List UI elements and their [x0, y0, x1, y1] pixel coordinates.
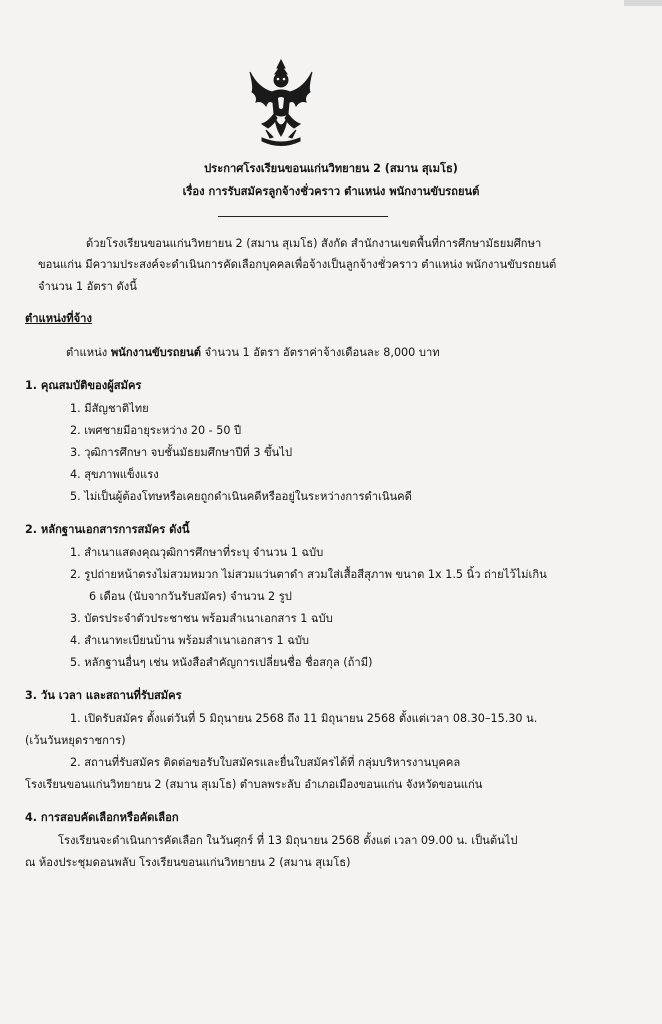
section-1-item: 4. สุขภาพแข็งแรง: [70, 468, 159, 481]
garuda-emblem-icon: [248, 58, 314, 150]
position-heading: ตำแหน่งที่จ้าง: [25, 312, 92, 325]
position-line: [66, 346, 440, 361]
section-3-line: 1. เปิดรับสมัคร ตั้งแต่วันที่ 5 มิถุนายน 2568 ถึง 11 มิถุนายน 2568 ตั้งแต่เวลา 08.30–15.30 น.: [70, 712, 538, 725]
section-3-line: (เว้นวันหยุดราชการ): [25, 734, 126, 747]
section-2-item-continued: 6 เดือน (นับจากวันรับสมัคร) จำนวน 2 รูป: [89, 590, 292, 603]
position-name: พนักงานขับรถยนต์: [110, 346, 202, 359]
section-4-heading: 4. การสอบคัดเลือกหรือคัดเลือก: [25, 811, 179, 824]
section-2-item: 2. รูปถ่ายหน้าตรงไม่สวมหมวก ไม่สวมแว่นตาดำ สวมใส่เสื้อสีสุภาพ ขนาด 1x 1.5 นิ้ว ถ่ายไว้ไม่เกิน: [70, 568, 547, 581]
announcement-subject: เรื่อง การรับสมัครลูกจ้างชั่วคราว ตำแหน่ง พนักงานขับรถยนต์: [182, 185, 480, 198]
section-2-item: 4. สำเนาทะเบียนบ้าน พร้อมสำเนาเอกสาร 1 ฉบับ: [70, 634, 310, 647]
intro-line-1: ด้วยโรงเรียนขอนแก่นวิทยายน 2 (สมาน สุเมโธ) สังกัด สำนักงานเขตพื้นที่การศึกษามัธยมศึกษา: [86, 237, 542, 250]
section-2-heading: 2. หลักฐานเอกสารการสมัคร ดังนี้: [25, 523, 190, 536]
position-prefix: ตำแหน่ง: [66, 346, 111, 359]
position-suffix: จำนวน 1 อัตรา อัตราค่าจ้างเดือนละ 8,000 บาท: [201, 346, 440, 359]
section-3-heading: 3. วัน เวลา และสถานที่รับสมัคร: [25, 689, 182, 702]
section-2-item: 5. หลักฐานอื่นๆ เช่น หนังสือสำคัญการเปลี่ยนชื่อ ชื่อสกุล (ถ้ามี): [70, 656, 373, 669]
section-1-item: 3. วุฒิการศึกษา จบชั้นมัธยมศึกษาปีที่ 3 ขึ้นไป: [70, 446, 293, 459]
section-4-line: ณ ห้องประชุมดอนพลับ โรงเรียนขอนแก่นวิทยายน 2 (สมาน สุเมโธ): [25, 856, 351, 869]
section-3-line: โรงเรียนขอนแก่นวิทยายน 2 (สมาน สุเมโธ) ตำบลพระลับ อำเภอเมืองขอนแก่น จังหวัดขอนแก่น: [25, 778, 483, 791]
section-1-item: 1. มีสัญชาติไทย: [70, 402, 149, 415]
section-3-line: 2. สถานที่รับสมัคร ติดต่อขอรับใบสมัครและยื่นใบสมัครได้ที่ กลุ่มบริหารงานบุคคล: [70, 756, 461, 769]
scan-corner-mark: [624, 0, 662, 6]
intro-line-2: ขอนแก่น มีความประสงค์จะดำเนินการคัดเลือกบุคคลเพื่อจ้างเป็นลูกจ้างชั่วคราว ตำแหน่ง พนักงานขับรถยนต์: [38, 258, 557, 271]
title-divider: [218, 216, 388, 217]
section-4-line: โรงเรียนจะดำเนินการคัดเลือก ในวันศุกร์ ที่ 13 มิถุนายน 2568 ตั้งแต่ เวลา 09.00 น. เป็นต้นไป: [58, 834, 518, 847]
section-1-item: 5. ไม่เป็นผู้ต้องโทษหรือเคยถูกดำเนินคดีหรืออยู่ในระหว่างการดำเนินคดี: [70, 490, 412, 503]
section-1-heading: 1. คุณสมบัติของผู้สมัคร: [25, 379, 142, 392]
section-2-item: 3. บัตรประจำตัวประชาชน พร้อมสำเนาเอกสาร 1 ฉบับ: [70, 612, 333, 625]
section-1-item: 2. เพศชายมีอายุระหว่าง 20 - 50 ปี: [70, 424, 242, 437]
announcement-title: ประกาศโรงเรียนขอนแก่นวิทยายน 2 (สมาน สุเมโธ): [204, 162, 458, 175]
section-2-item: 1. สำเนาแสดงคุณวุฒิการศึกษาที่ระบุ จำนวน 1 ฉบับ: [70, 546, 324, 559]
intro-line-3: จำนวน 1 อัตรา ดังนี้: [38, 280, 137, 293]
